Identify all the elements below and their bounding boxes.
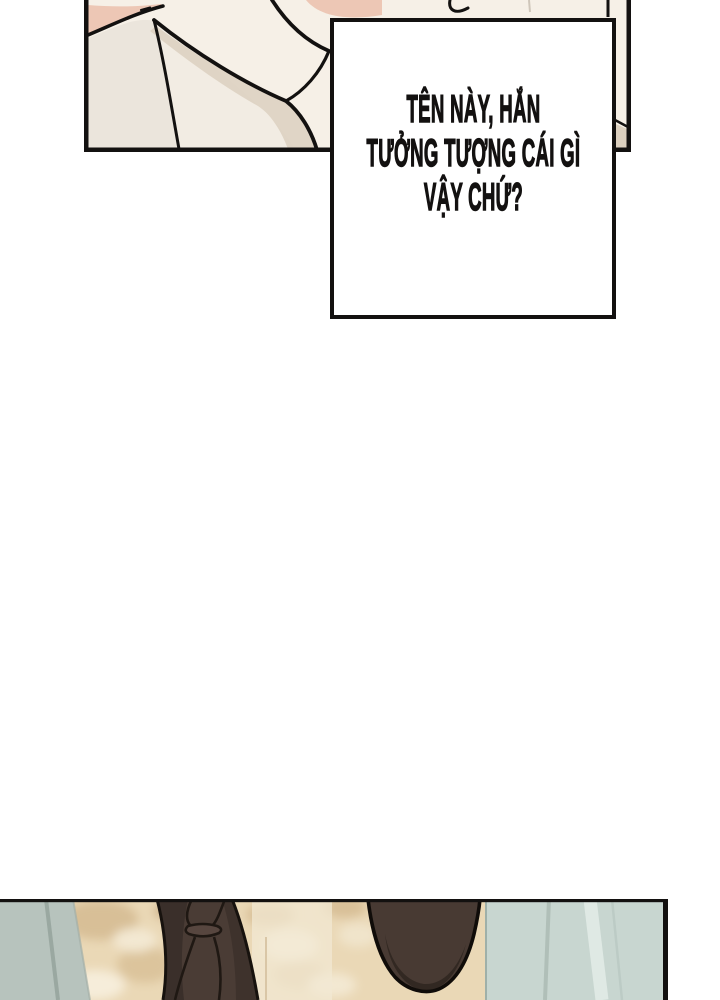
speech-line-2: TƯỞNG TƯỢNG CÁI GÌ: [366, 132, 580, 176]
bottom-art-panel-drawing: [0, 899, 668, 1000]
floor-light-strip: [252, 899, 332, 1000]
panel-border-left: [84, 0, 89, 152]
bottom-art-panel: [0, 899, 668, 1000]
speech-box: [330, 18, 616, 319]
speech-line-1: TÊN NÀY, HẮN: [406, 88, 540, 131]
speech-text: [366, 88, 580, 221]
door-frame-right: [486, 899, 663, 1000]
panel-border-right: [663, 899, 668, 1000]
panel-border-top: [0, 899, 668, 902]
speech-line-3: VẬY CHỨ?: [423, 176, 523, 220]
toggle-clasp: [186, 924, 221, 936]
panel-border-right: [627, 0, 632, 152]
faint-fold-line: [529, 0, 530, 12]
